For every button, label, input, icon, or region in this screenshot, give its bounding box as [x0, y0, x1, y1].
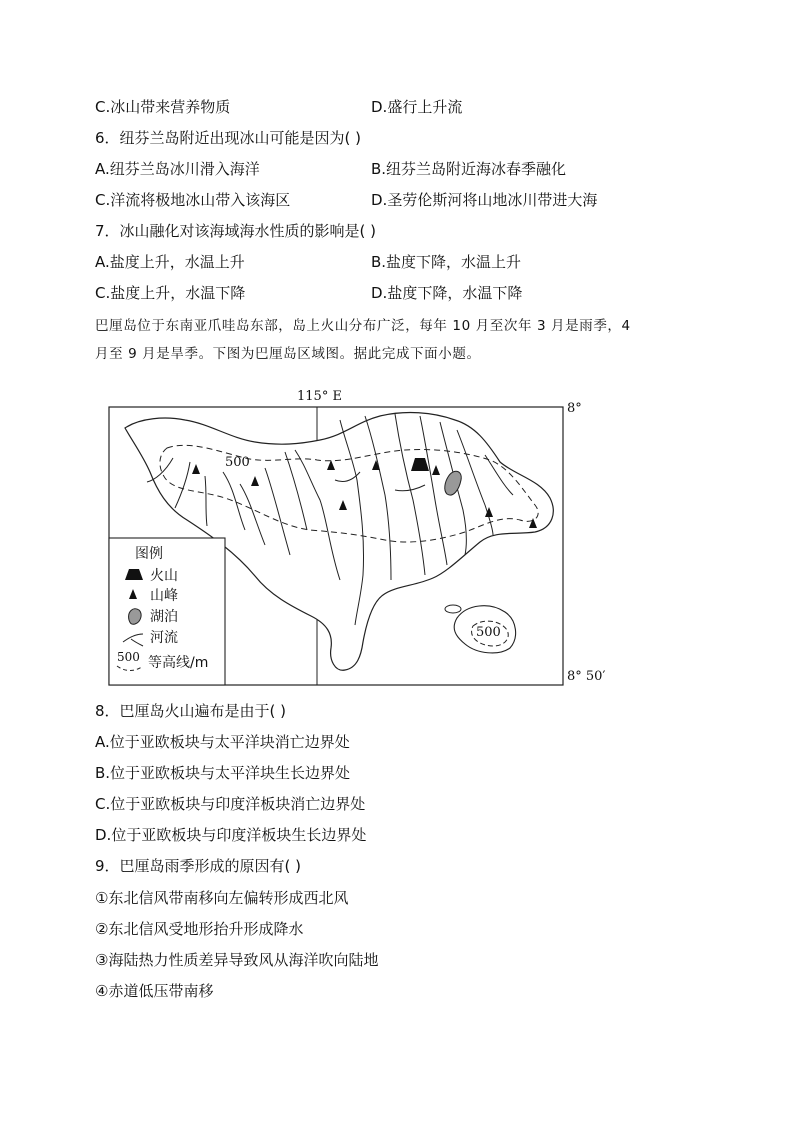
q9-stem: 9．巴厘岛雨季形成的原因有( ) [95, 857, 302, 875]
q8-option-d: D.位于亚欧板块与印度洋板块生长边界处 [95, 826, 367, 844]
q7-option-b: B.盐度下降，水温上升 [371, 253, 522, 271]
lat-bottom-label: 8° 50′ [567, 669, 606, 684]
legend-contour-label: 等高线/m [148, 655, 209, 671]
q6-option-a: A.纽芬兰岛冰川滑入海洋 [95, 160, 260, 178]
q8-option-c: C.位于亚欧板块与印度洋板块消亡边界处 [95, 795, 366, 813]
q7-option-d: D.盐度下降，水温下降 [371, 284, 523, 302]
lat-top-label: 8° [567, 401, 582, 416]
q6-stem: 6．纽芬兰岛附近出现冰山可能是因为( ) [95, 129, 362, 147]
q5-option-c: C.冰山带来营养物质 [95, 98, 231, 116]
passage-line-1: 巴厘岛位于东南亚爪哇岛东部，岛上火山分布广泛，每年 10 月至次年 3 月是雨季，4 [95, 318, 631, 334]
q8-stem: 8．巴厘岛火山遍布是由于( ) [95, 702, 287, 720]
passage-line-2: 月至 9 月是旱季。下图为巴厘岛区域图。据此完成下面小题。 [95, 346, 481, 362]
q9-item-4: ④赤道低压带南移 [95, 982, 214, 1000]
contour-label-main: 500 [225, 455, 250, 470]
legend-contour-value: 500 [117, 650, 140, 664]
q5-option-d: D.盛行上升流 [371, 98, 463, 116]
legend-river-label: 河流 [150, 630, 178, 646]
legend-peak-label: 山峰 [150, 588, 178, 604]
lon-label: 115° E [297, 389, 342, 404]
q8-option-a: A.位于亚欧板块与太平洋块消亡边界处 [95, 733, 350, 751]
q9-item-3: ③海陆热力性质差异导致风从海洋吹向陆地 [95, 951, 379, 969]
q8-option-b: B.位于亚欧板块与太平洋块生长边界处 [95, 764, 351, 782]
legend-volcano-label: 火山 [150, 568, 178, 584]
legend-title: 图例 [135, 546, 163, 562]
legend-lake-label: 湖泊 [150, 609, 178, 625]
contour-label-offshore: 500 [476, 625, 501, 640]
islet [445, 605, 461, 613]
q9-item-1: ①东北信风带南移向左偏转形成西北风 [95, 889, 349, 907]
q9-item-2: ②东北信风受地形抬升形成降水 [95, 920, 304, 938]
q7-option-a: A.盐度上升，水温上升 [95, 253, 245, 271]
q7-stem: 7．冰山融化对该海域海水性质的影响是( ) [95, 222, 377, 240]
q7-option-c: C.盐度上升，水温下降 [95, 284, 246, 302]
bali-region-map [95, 380, 655, 690]
q6-option-c: C.洋流将极地冰山带入该海区 [95, 191, 291, 209]
q6-option-d: D.圣劳伦斯河将山地冰川带进大海 [371, 191, 598, 209]
q6-option-b: B.纽芬兰岛附近海冰春季融化 [371, 160, 567, 178]
